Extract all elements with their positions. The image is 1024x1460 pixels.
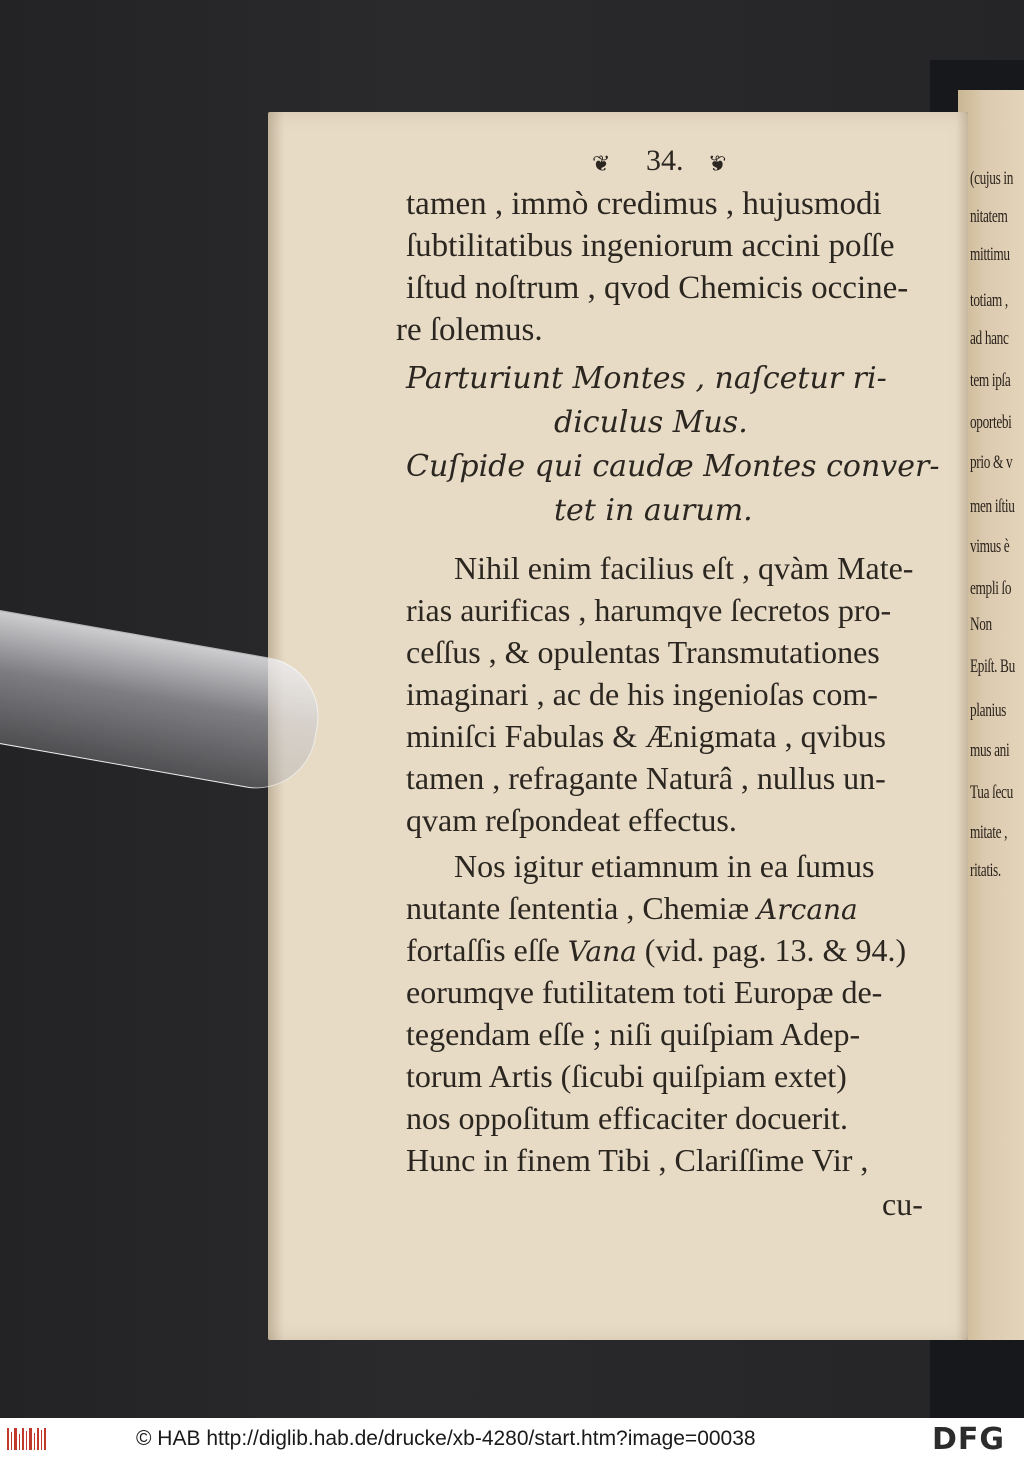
adjacent-line: totiam , <box>970 290 1008 311</box>
text-line: imaginari , ac de his ingenioſas com- <box>406 676 878 712</box>
text-line: iſtud noſtrum , qvod Chemicis occine- <box>406 270 909 306</box>
text-line <box>406 934 906 966</box>
italic-word: Vana <box>567 935 637 968</box>
adjacent-line: mus ani <box>970 740 1010 761</box>
italic-word: Arcana <box>757 893 858 926</box>
text-line: nos oppoſitum efficaciter docuerit. <box>406 1100 848 1136</box>
text-line: miniſci Fabulas & Ænigmata , qvibus <box>406 718 886 754</box>
footer-bar <box>0 1418 1024 1460</box>
dfg-logo: DFG <box>932 1422 1006 1457</box>
text-line: Nihil enim facilius eſt , qvàm Mate- <box>454 550 914 586</box>
adjacent-line: (cujus in <box>970 168 1014 189</box>
adjacent-line: ad hanc <box>970 328 1009 349</box>
adjacent-line: ritatis. <box>970 860 1001 881</box>
adjacent-line: tem ipſa <box>970 370 1011 391</box>
text-line: Nos igitur etiamnum in ea ſumus <box>454 848 875 884</box>
catchword: cu- <box>882 1186 923 1222</box>
adjacent-line: oportebi <box>970 412 1012 433</box>
adjacent-line: vimus è <box>970 536 1010 557</box>
text-line: rias aurificas , harumqve ſecretos pro- <box>406 592 892 628</box>
text-line: Hunc in finem Tibi , Clariſſime Vir , <box>406 1142 869 1178</box>
verse-line: diculus Mus. <box>554 405 748 440</box>
fleuron-left-icon: ❦ <box>592 152 611 177</box>
adjacent-line: mitate , <box>970 822 1008 843</box>
text-line: qvam reſpondeat effectus. <box>406 802 737 838</box>
adjacent-line: Tua ſecu <box>970 782 1013 803</box>
text-line: tamen , refragante Naturâ , nullus un- <box>406 760 886 796</box>
text-line: tegendam eſſe ; niſi quiſpiam Adep- <box>406 1016 861 1052</box>
text-line: ſubtilitatibus ingeniorum accini poſſe <box>406 228 895 264</box>
adjacent-line: prio & v <box>970 452 1013 473</box>
text-line <box>406 892 858 924</box>
adjacent-line: planius <box>970 700 1006 721</box>
text-line: torum Artis (ſicubi quiſpiam extet) <box>406 1058 847 1094</box>
text-segment: (vid. pag. 13. & 94.) <box>636 932 907 968</box>
text-segment: fortaſſis eſſe <box>406 932 568 968</box>
verse-line: tet in aurum. <box>554 493 753 528</box>
verse-line: Cuſpide qui caudæ Montes conver- <box>406 449 940 484</box>
adjacent-line: men iſtiu <box>970 496 1015 517</box>
book-page <box>268 112 968 1340</box>
fleuron-right-icon: ❦ <box>708 152 727 177</box>
adjacent-line: Epiſt. Bu <box>970 656 1015 677</box>
page-number: 34. <box>646 144 684 177</box>
text-segment: nutante ſententia , Chemiæ <box>406 890 758 926</box>
text-line: tamen , immò credimus , hujusmodi <box>406 186 882 222</box>
adjacent-line: mittimu <box>970 244 1010 265</box>
adjacent-line: Non <box>970 614 992 635</box>
adjacent-line: empli ſo <box>970 578 1012 599</box>
verse-line: Parturiunt Montes , naſcetur ri- <box>406 361 887 396</box>
adjacent-line: nitatem <box>970 206 1008 227</box>
copyright-link[interactable]: © HAB http://diglib.hab.de/drucke/xb-4280/start.htm?image=00038 <box>136 1427 756 1450</box>
text-line: eorumqve futilitatem toti Europæ de- <box>406 974 883 1010</box>
text-line: ceſſus , & opulentas Transmutationes <box>406 634 880 670</box>
barcode-icon <box>6 1426 48 1452</box>
text-line: re ſolemus. <box>396 312 543 348</box>
